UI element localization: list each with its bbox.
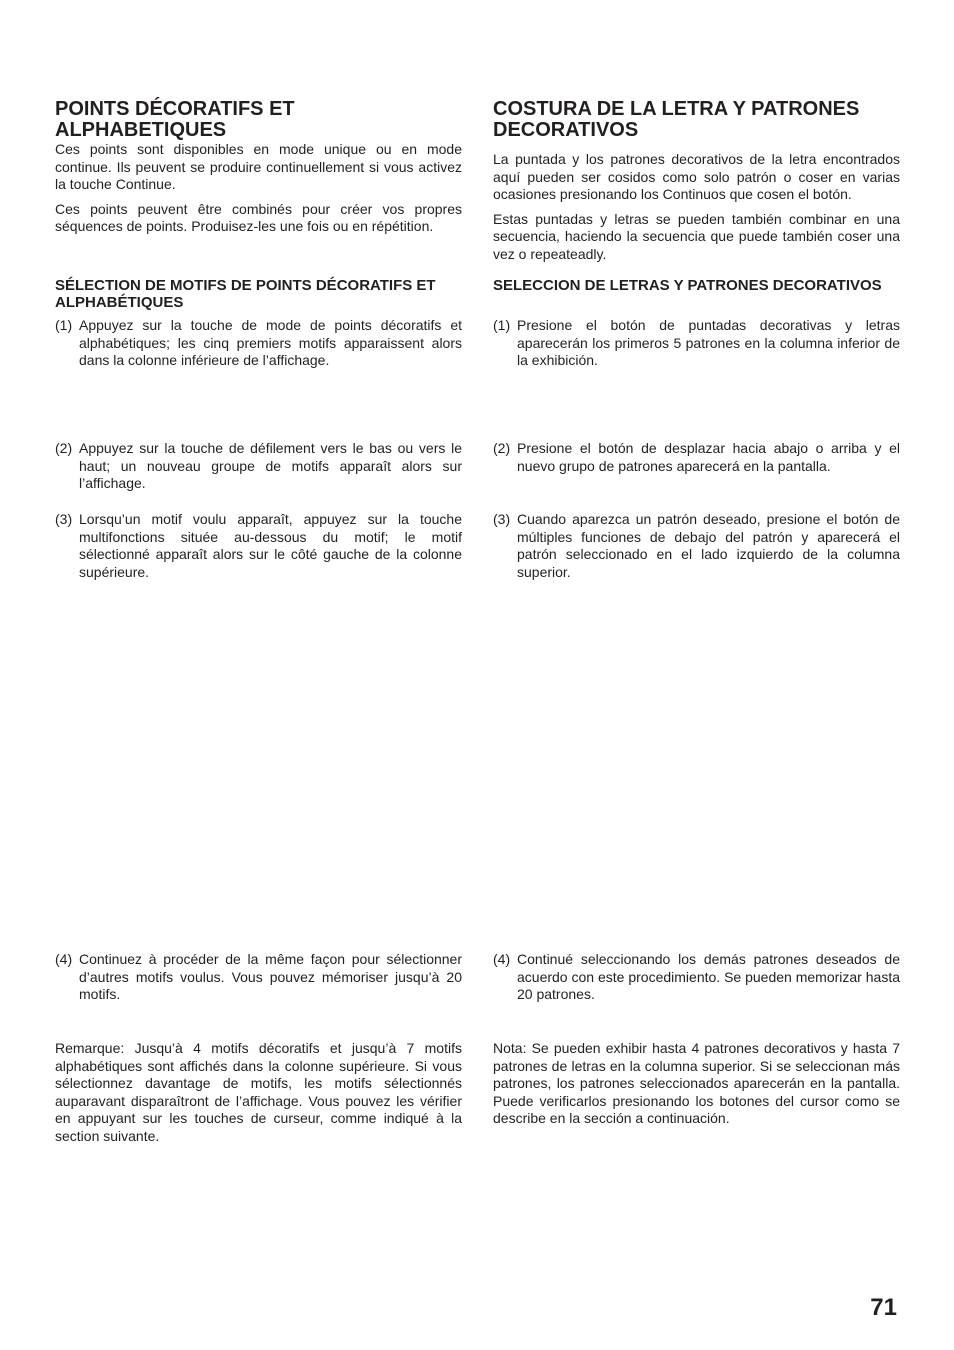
french-subsection bbox=[55, 277, 462, 311]
step-number: (1) bbox=[55, 317, 73, 333]
spanish-note-block bbox=[493, 1040, 900, 1128]
step-number: (2) bbox=[55, 440, 73, 456]
spanish-step-1 bbox=[493, 317, 900, 370]
spanish-intro-paragraph-1: La puntada y los patrones decorativos de la letra encontrados aquí pueden ser cosidos como solo patrón o coser en varias ocasiones presionando los Continuos que cosen el botón. bbox=[493, 151, 900, 203]
step-text: Lorsqu’un motif voulu apparaît, appuyez sur la touche multifonctions située au-dessous du motif; le motif sélectionné apparaît alors sur le côté gauche de la colonne supérieure. bbox=[79, 511, 462, 580]
step-text: Presione el botón de desplazar hacia abajo o arriba y el nuevo grupo de patrones aparecerá en la pantalla. bbox=[517, 440, 900, 474]
french-intro-paragraph-1: Ces points sont disponibles en mode unique ou en mode continue. Ils peuvent se produire continuellement si vous activez la touche Continue. bbox=[55, 141, 462, 193]
spanish-note: Nota: Se pueden exhibir hasta 4 patrones decorativos y hasta 7 patrones de letras en la columna superior. Si se seleccionan más patrones, los patrones seleccionados aparecerán en la pantalla. Puede verificarlos presionando los botones del cursor como se describe en la sección a continuación. bbox=[493, 1040, 900, 1127]
spanish-step-3 bbox=[493, 511, 900, 581]
french-title: POINTS DÉCORATIFS ET ALPHABETIQUES bbox=[55, 98, 295, 141]
step-text: Appuyez sur la touche de mode de points décoratifs et alphabétiques; les cinq premiers motifs apparaissent alors dans la colonne inférieure de l’affichage. bbox=[79, 317, 462, 369]
french-step-3 bbox=[55, 511, 462, 581]
french-step-2 bbox=[55, 440, 462, 493]
step-number: (4) bbox=[493, 951, 511, 967]
step-text: Continuez à procéder de la même façon pour sélectionner d’autres motifs voulus. Vous pouvez mémoriser jusqu’à 20 motifs. bbox=[79, 951, 462, 1003]
french-step-4 bbox=[55, 951, 462, 1004]
spanish-intro-paragraph-2: Estas puntadas y letras se pueden también combinar en una secuencia, haciendo la secuencia que puede también coser una vez o repeateadly. bbox=[493, 210, 900, 262]
step-number: (4) bbox=[55, 951, 73, 967]
step-text: Appuyez sur la touche de défilement vers le bas ou vers le haut; un nouveau groupe de motifs apparaît alors sur l’affichage. bbox=[79, 440, 462, 492]
step-text: Presione el botón de puntadas decorativas y letras aparecerán los primeros 5 patrones en la columna inferior de la exhibición. bbox=[517, 317, 900, 369]
french-note: Remarque: Jusqu’à 4 motifs décoratifs et jusqu’à 7 motifs alphabétiques sont affichés dans la colonne supérieure. Si vous sélectionnez davantage de motifs, les motifs sélectionnés auparavant disparaîtront de l’affichage. Vous pouvez les vérifier en appuyant sur les touches de curseur, comme indiqué à la section suivante. bbox=[55, 1040, 462, 1144]
spanish-subsection bbox=[493, 277, 900, 294]
page-number: 71 bbox=[870, 1294, 897, 1321]
step-number: (3) bbox=[55, 511, 73, 527]
spanish-subtitle: SELECCION DE LETRAS Y PATRONES DECORATIVOS bbox=[493, 277, 882, 294]
french-note-block bbox=[55, 1040, 462, 1146]
spanish-step-4 bbox=[493, 951, 900, 1004]
step-number: (2) bbox=[493, 440, 511, 456]
french-subtitle: SÉLECTION DE MOTIFS DE POINTS DÉCORATIFS ET ALPHABÉTIQUES bbox=[55, 277, 436, 311]
spanish-section bbox=[493, 99, 900, 264]
step-text: Continué seleccionando los demás patrones deseados de acuerdo con este procedimiento. Se pueden memorizar hasta 20 patrones. bbox=[517, 951, 900, 1003]
spanish-title: COSTURA DE LA LETRA Y PATRONES DECORATIVOS bbox=[493, 98, 860, 141]
french-intro-paragraph-2: Ces points peuvent être combinés pour créer vos propres séquences de points. Produisez-les une fois ou en répétition. bbox=[55, 200, 462, 235]
step-number: (3) bbox=[493, 511, 511, 527]
step-number: (1) bbox=[493, 317, 511, 333]
step-text: Cuando aparezca un patrón deseado, presione el botón de múltiples funciones de debajo del patrón y aparecerá el patrón seleccionado en el lado izquierdo de la columna superior. bbox=[517, 511, 900, 580]
spanish-step-2 bbox=[493, 440, 900, 475]
french-step-1 bbox=[55, 317, 462, 370]
french-section bbox=[55, 99, 462, 236]
